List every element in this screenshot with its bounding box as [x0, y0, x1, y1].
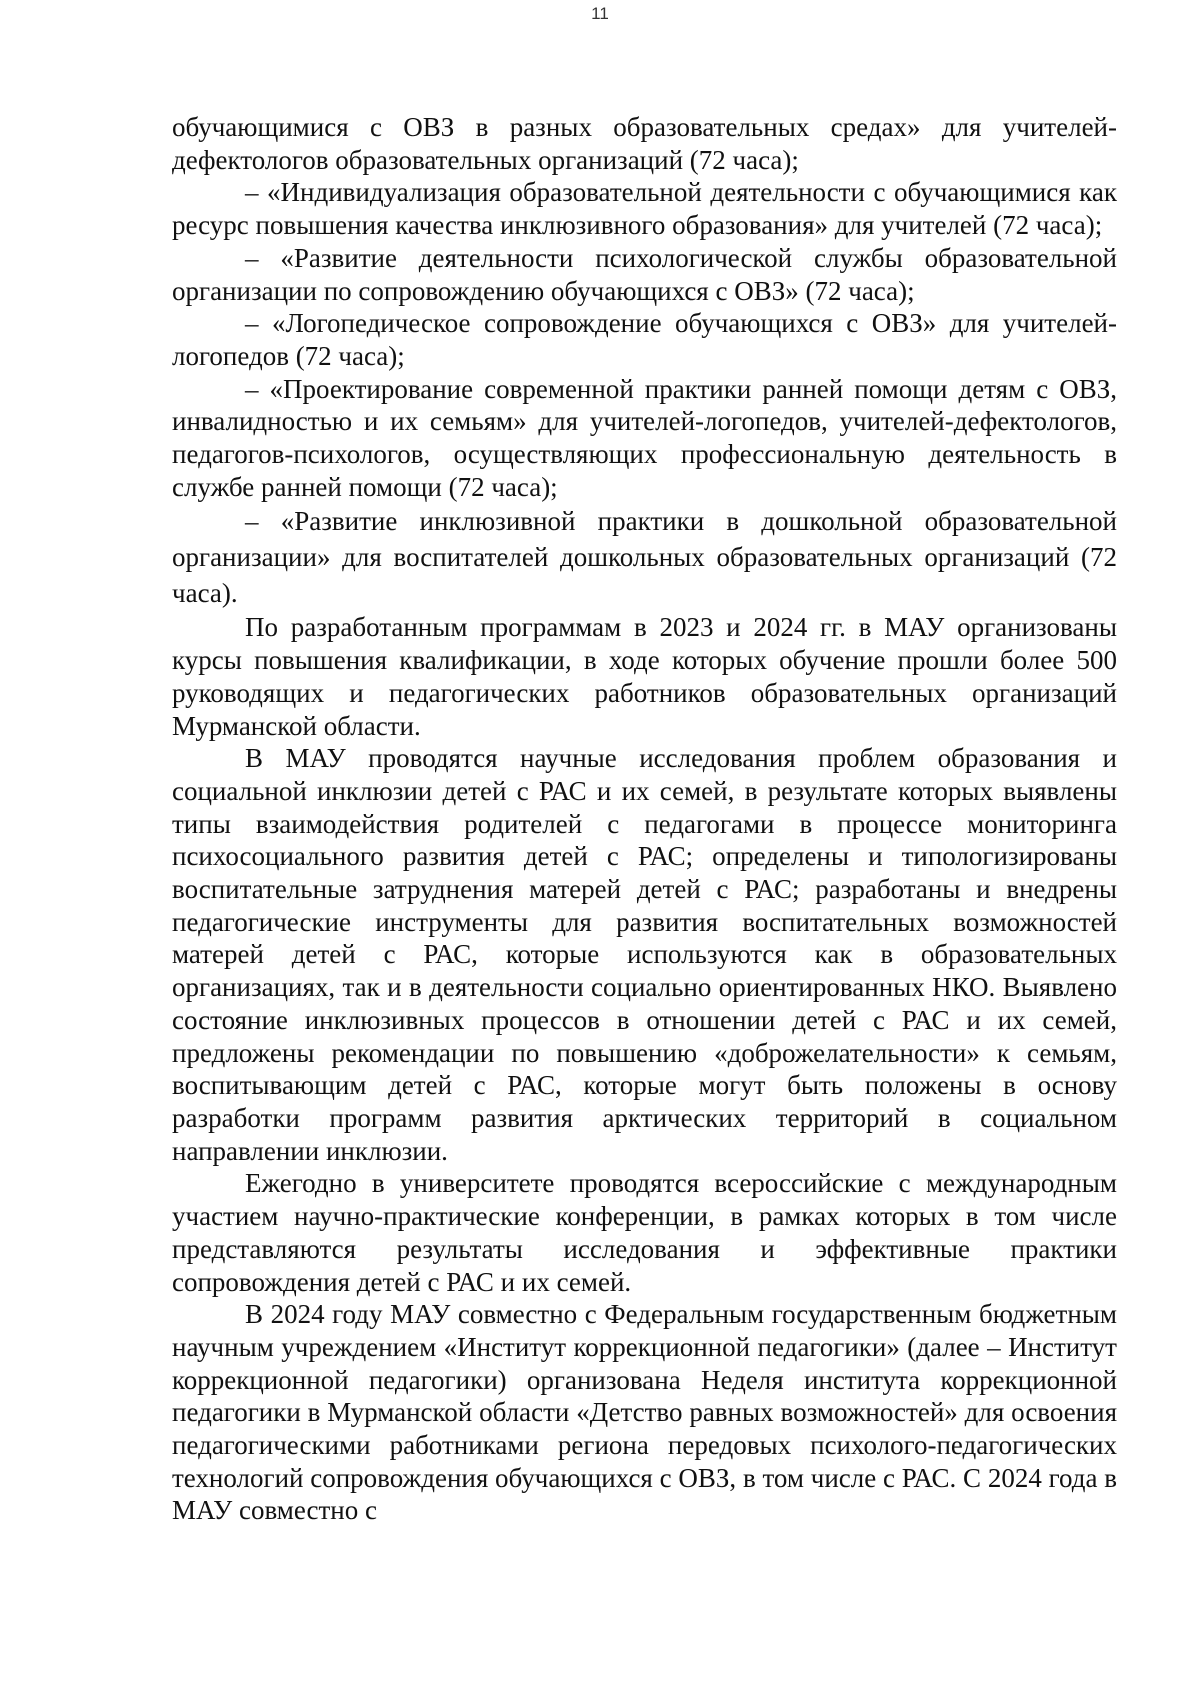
list-item: – «Проектирование современной практики ранней помощи детям с ОВЗ, инвалидностью и их семьям» для учителей-логопедов, учителей-дефектологов, педагогов-психологов, осуществляющих профессиональную деятельность в службе ранней помощи (72 часа); — [172, 373, 1117, 502]
list-item: – «Логопедическое сопровождение обучающихся с ОВЗ» для учителей-логопедов (72 часа); — [172, 308, 1117, 371]
paragraph: В 2024 году МАУ совместно с Федеральным государственным бюджетным научным учреждением «Институт коррекционной педагогики» (далее – Институт коррекционной педагогики) организована Неделя института коррекционной педагогики в Мурманской области «Детство равных возможностей» для освоения педагогическими работниками региона передовых психолого-педагогических технологий сопровождения обучающихся с ОВЗ, в том числе с РАС. С 2024 года в МАУ совместно с — [172, 1299, 1117, 1526]
list-item: – «Индивидуализация образовательной деятельности с обучающимися как ресурс повышения качества инклюзивного образования» для учителей (72 часа); — [172, 177, 1117, 241]
page-number: 11 — [591, 4, 609, 23]
paragraph: В МАУ проводятся научные исследования проблем образования и социальной инклюзии детей с РАС и их семей, в результате которых выявлены типы взаимодействия родителей с педагогами в процессе мониторинга психосоциального развития детей с РАС; определены и типологизированы воспитательные затруднения матерей детей с РАС; разработаны и внедрены педагогические инструменты для развития воспитательных возможностей матерей детей с РАС, которые используются как в образовательных организациях, так и в деятельности социально ориентированных НКО. Выявлено состояние инклюзивных процессов в отношении детей с РАС и их семей, предложены рекомендации по повышению «доброжелательности» к семьям, воспитывающим детей с РАС, которые могут быть положены в основу разработки программ развития арктических территорий в социальном направлении инклюзии. — [172, 743, 1117, 1166]
paragraph: По разработанным программам в 2023 и 2024 гг. в МАУ организованы курсы повышения квалификации, в ходе которых обучение прошли более 500 руководящих и педагогических работников образовательных организаций Мурманской области. — [172, 612, 1117, 741]
paragraph: обучающимися с ОВЗ в разных образовательных средах» для учителей-дефектологов образовательных организаций (72 часа); — [172, 112, 1117, 175]
list-item: – «Развитие деятельности психологической службы образовательной организации по сопровождению обучающихся с ОВЗ» (72 часа); — [172, 242, 1117, 306]
paragraph: Ежегодно в университете проводятся всероссийские с международным участием научно-практические конференции, в рамках которых в том числе представляются результаты исследования и эффективные практики сопровождения детей с РАС и их семей. — [172, 1168, 1117, 1297]
document-body — [172, 111, 1117, 1527]
list-item: – «Развитие инклюзивной практики в дошкольной образовательной организации» для воспитателей дошкольных образовательных организаций (72 часа). — [172, 506, 1117, 609]
